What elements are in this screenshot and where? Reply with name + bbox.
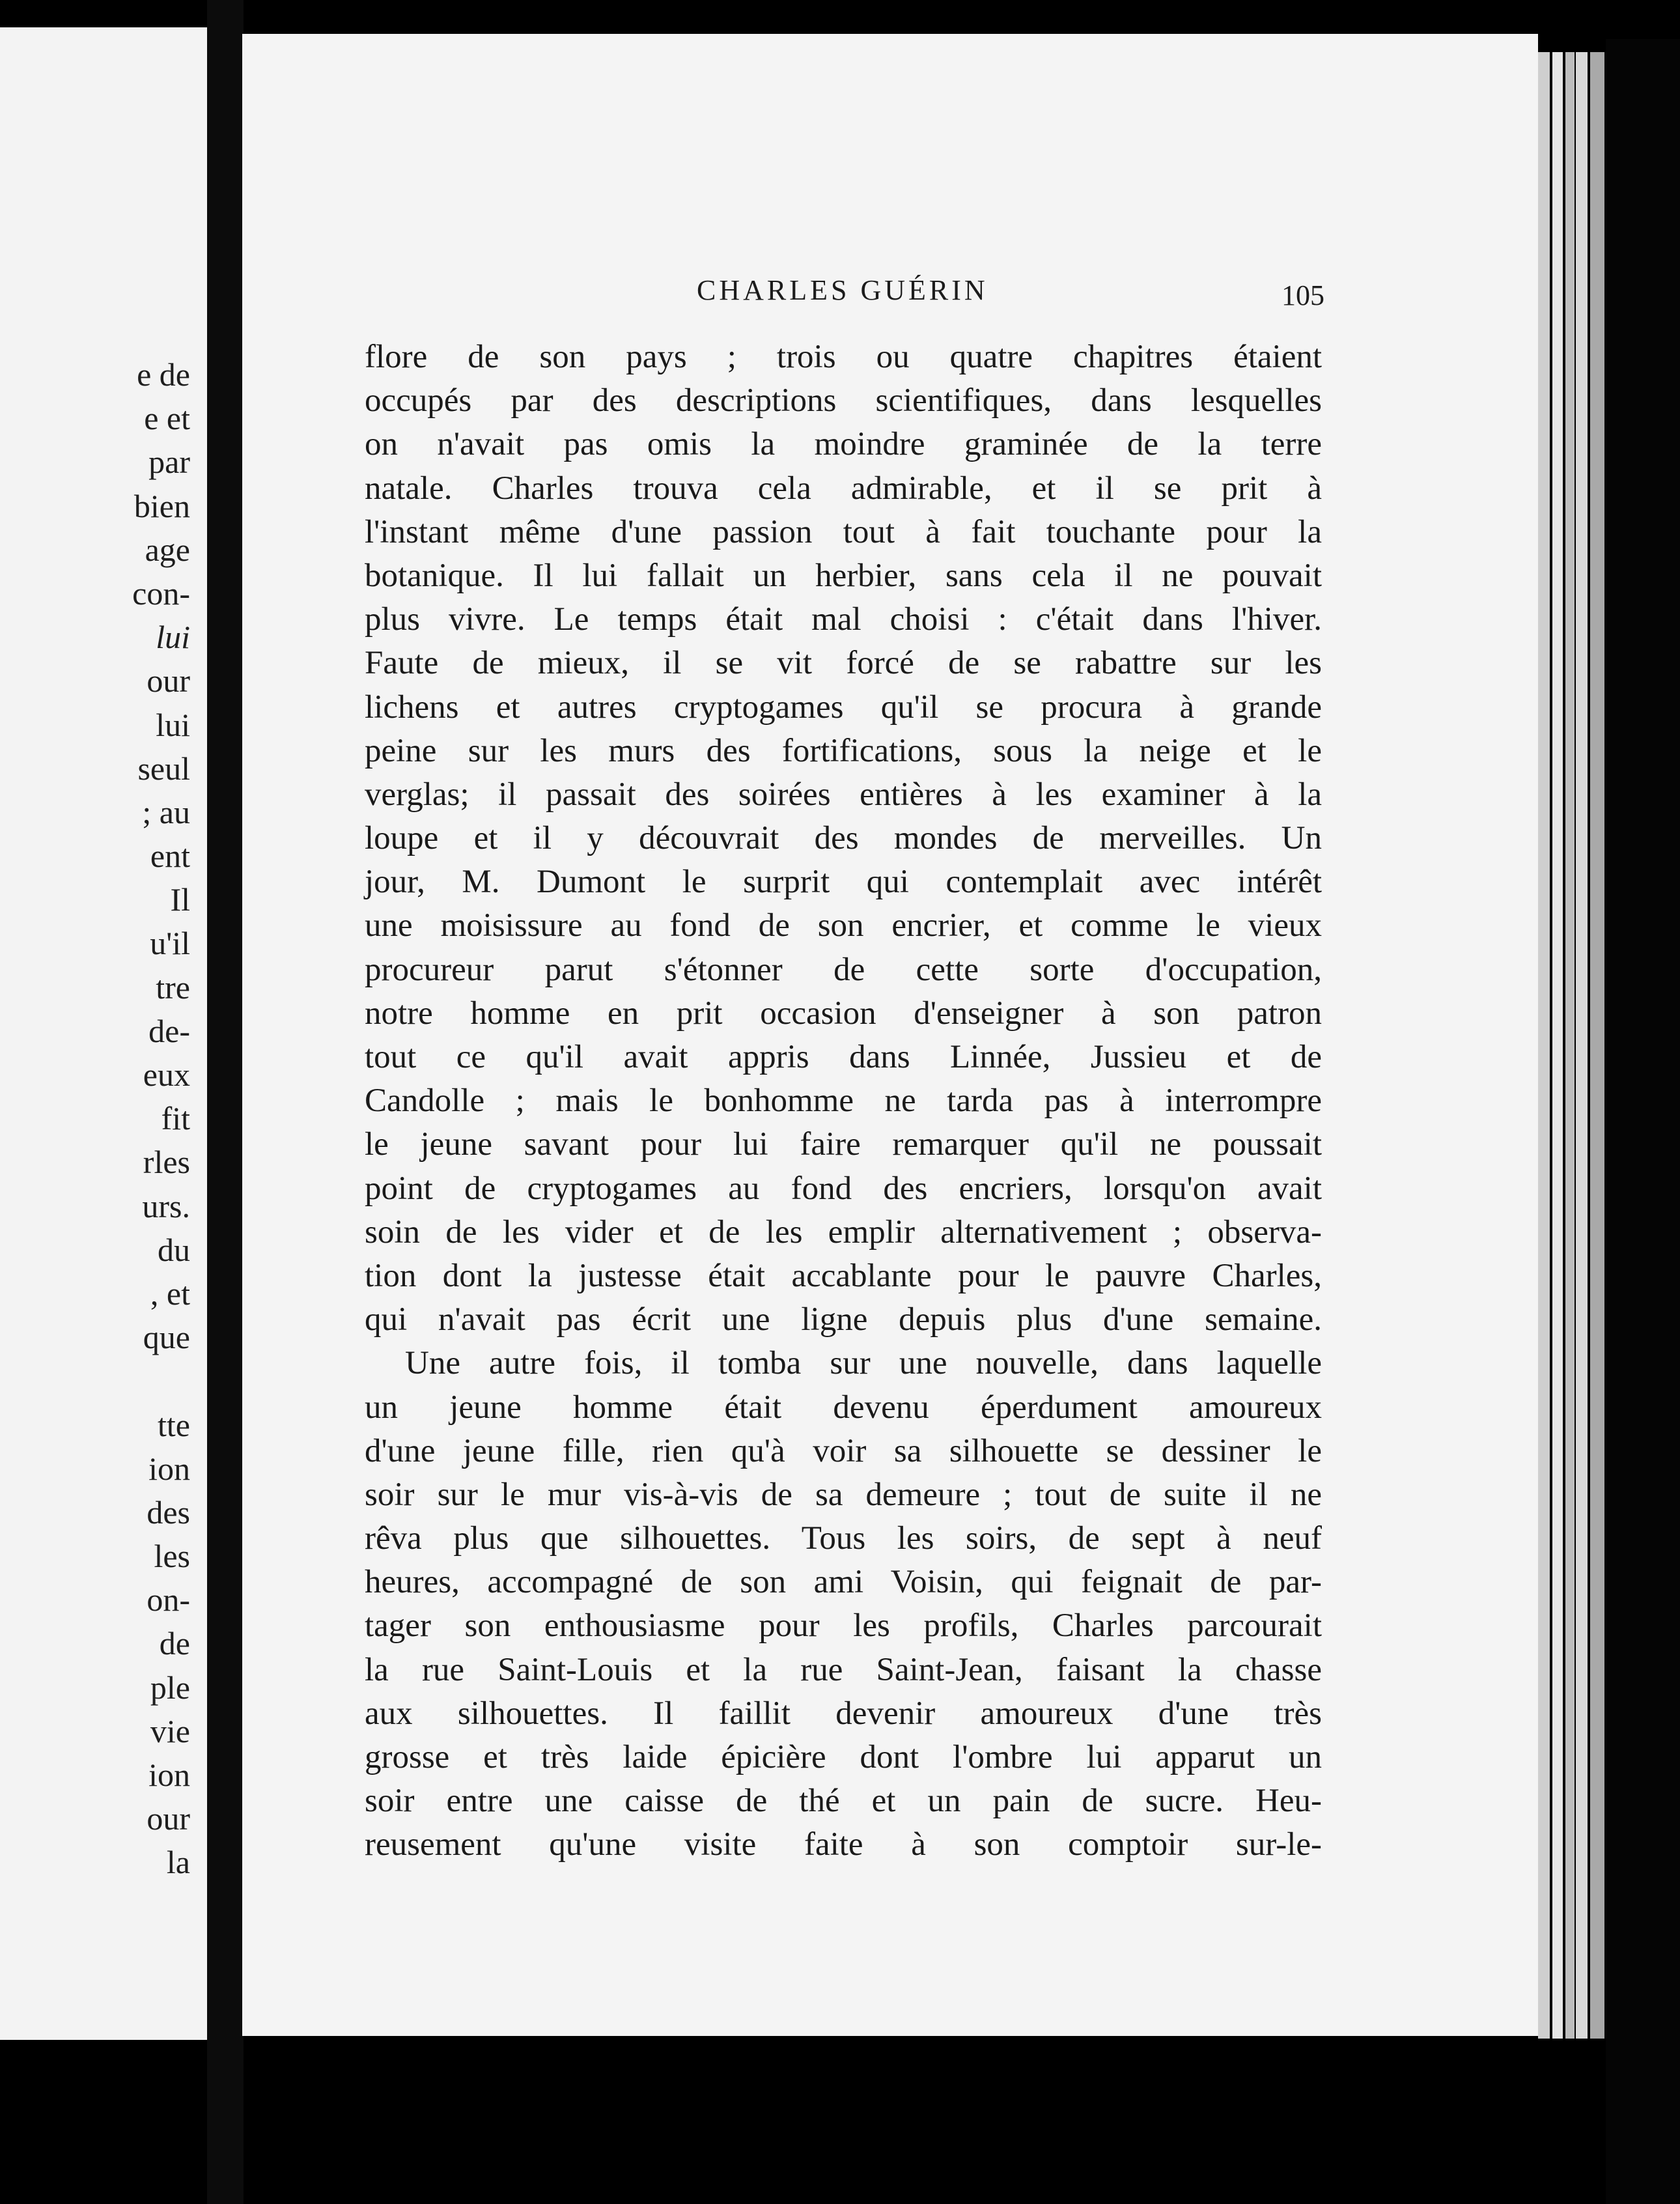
text-line: jour, M. Dumont le surprit qui contemplait avec intérêt <box>365 864 1322 901</box>
left-fragment: rles <box>143 1144 190 1181</box>
running-head: CHARLES GUÉRIN <box>697 274 988 306</box>
left-fragment: ; au <box>142 793 190 830</box>
left-fragment: les <box>154 1538 190 1575</box>
left-fragment: ion <box>148 1757 190 1793</box>
text-line: un jeune homme était devenu éperdument amoureux <box>365 1389 1322 1426</box>
left-fragment: Il <box>170 881 190 918</box>
text-line: lichens et autres cryptogames qu'il se procura à grande <box>365 688 1322 726</box>
left-fragment: u'il <box>150 925 190 962</box>
text-line: d'une jeune fille, rien qu'à voir sa silhouette se dessiner le <box>365 1432 1322 1469</box>
text-line: Faute de mieux, il se vit forcé de se rabattre sur les <box>365 645 1322 682</box>
left-fragment: des <box>147 1493 190 1531</box>
page-edge <box>1576 52 1588 2039</box>
text-line: Candolle ; mais le bonhomme ne tarda pas à interrompre <box>365 1082 1322 1120</box>
text-line: procureur parut s'étonner de cette sorte d'occupation, <box>365 951 1322 988</box>
text-line: loupe et il y découvrait des mondes de merveilles. Un <box>365 820 1322 857</box>
left-fragment: fit <box>161 1100 190 1137</box>
body-text <box>365 335 1322 1867</box>
text-line: le jeune savant pour lui faire remarquer qu'il ne poussait <box>365 1126 1322 1163</box>
page-number: 105 <box>1281 279 1324 311</box>
left-fragment: our <box>147 1800 190 1837</box>
text-line: flore de son pays ; trois ou quatre chapitres étaient <box>365 339 1322 375</box>
left-fragment: eux <box>143 1056 190 1093</box>
text-line: point de cryptogames au fond des encriers, lorsqu'on avait <box>365 1170 1322 1207</box>
text-line: on n'avait pas omis la moindre graminée de la terre <box>365 426 1322 463</box>
page-edge <box>1552 52 1563 2039</box>
text-line: peine sur les murs des fortifications, sous la neige et le <box>365 732 1322 769</box>
left-fragment: e de <box>137 356 190 393</box>
left-fragment: que <box>143 1319 190 1356</box>
left-facing-page <box>0 27 211 2040</box>
text-line: soir sur le mur vis-à-vis de sa demeure ; tout de suite il ne <box>365 1476 1322 1513</box>
left-fragment <box>21 1359 190 1403</box>
text-line: heures, accompagné de son ami Voisin, qui feignait de par- <box>365 1564 1322 1601</box>
left-fragment: la <box>166 1844 190 1881</box>
page-edge <box>1590 52 1604 2039</box>
left-fragment: du <box>158 1231 190 1268</box>
text-line: Une autre fois, il tomba sur une nouvelle, dans laquelle <box>405 1345 1322 1382</box>
text-line: reusement qu'une visite faite à son comptoir sur-le- <box>365 1826 1322 1863</box>
left-page-text-fragments <box>21 353 190 1885</box>
text-line: aux silhouettes. Il faillit devenir amoureux d'une très <box>365 1695 1322 1732</box>
text-line: soin de les vider et de les emplir alternativement ; observa- <box>365 1213 1322 1250</box>
text-line: natale. Charles trouva cela admirable, et il se prit à <box>365 470 1322 507</box>
text-line: verglas; il passait des soirées entières à les examiner à la <box>365 776 1322 813</box>
text-line: botanique. Il lui fallait un herbier, sans cela il ne pouvait <box>365 557 1322 594</box>
book-gutter <box>207 0 244 2204</box>
left-fragment: our <box>147 662 190 699</box>
left-fragment: de <box>159 1625 190 1662</box>
left-fragment: age <box>145 531 190 568</box>
left-fragment: lui <box>156 619 190 656</box>
text-line: grosse et très laide épicière dont l'ombre lui apparut un <box>365 1739 1322 1775</box>
left-fragment: de- <box>148 1012 190 1049</box>
left-fragment: par <box>148 444 190 481</box>
page-edge <box>1538 52 1550 2039</box>
left-fragment: bien <box>133 487 190 524</box>
left-fragment: vie <box>150 1712 190 1749</box>
text-line: notre homme en prit occasion d'enseigner à son patron <box>365 995 1322 1032</box>
text-line: tion dont la justesse était accablante pour le pauvre Charles, <box>365 1257 1322 1294</box>
text-line: l'instant même d'une passion tout à fait touchante pour la <box>365 513 1322 550</box>
left-fragment: urs. <box>142 1187 190 1224</box>
text-line: une moisissure au fond de son encrier, et comme le vieux <box>365 907 1322 944</box>
left-fragment: lui <box>156 706 190 743</box>
text-line: occupés par des descriptions scientifiques, dans lesquelles <box>365 382 1322 419</box>
left-fragment: ple <box>150 1669 190 1706</box>
left-fragment: tte <box>158 1406 190 1443</box>
left-fragment: ent <box>150 838 190 875</box>
text-line: tout ce qu'il avait appris dans Linnée, Jussieu et de <box>365 1039 1322 1075</box>
scan-border <box>1606 39 1680 2204</box>
page-edge <box>1565 52 1575 2039</box>
left-fragment: tre <box>156 968 190 1006</box>
left-fragment: , et <box>150 1275 190 1312</box>
left-fragment: on- <box>147 1581 190 1618</box>
text-line: plus vivre. Le temps était mal choisi : c'était dans l'hiver. <box>365 601 1322 638</box>
text-line: rêva plus que silhouettes. Tous les soirs, de sept à neuf <box>365 1520 1322 1557</box>
left-fragment: ion <box>148 1450 190 1487</box>
left-fragment: e et <box>144 400 190 437</box>
text-line: soir entre une caisse de thé et un pain de sucre. Heu- <box>365 1783 1322 1820</box>
text-line: tager son enthousiasme pour les profils, Charles parcourait <box>365 1607 1322 1645</box>
left-fragment: seul <box>137 750 190 787</box>
left-fragment: con- <box>132 574 190 612</box>
text-line: qui n'avait pas écrit une ligne depuis plus d'une semaine. <box>365 1301 1322 1338</box>
text-line: la rue Saint-Louis et la rue Saint-Jean, faisant la chasse <box>365 1651 1322 1688</box>
